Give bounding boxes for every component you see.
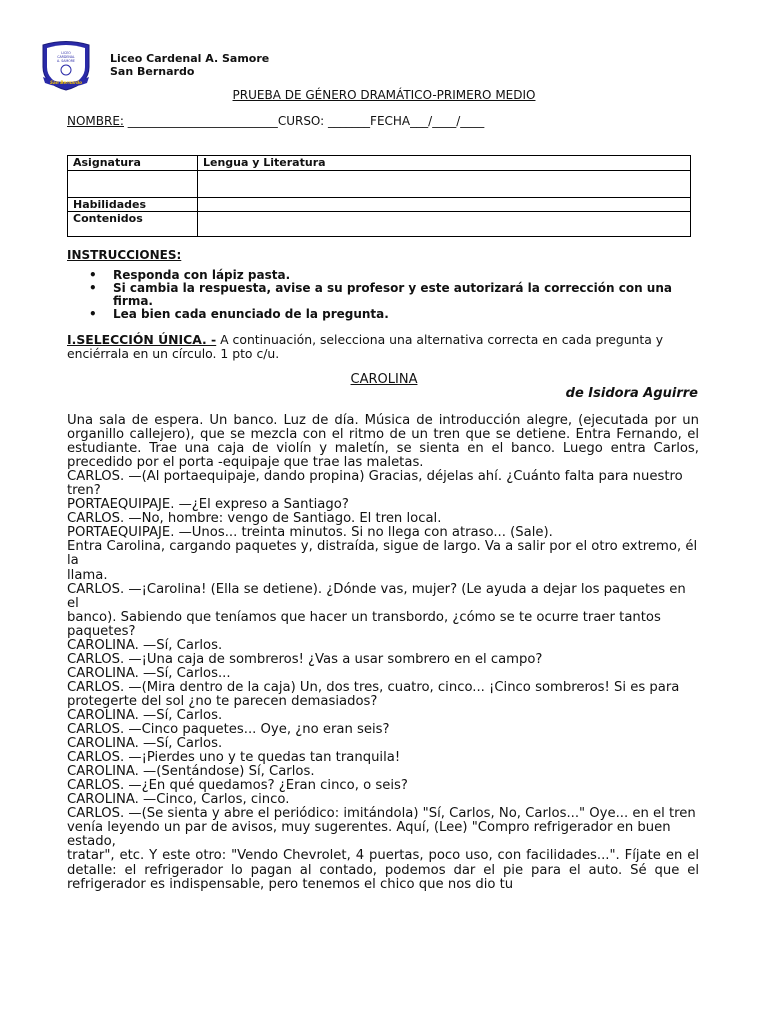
play-author: de Isidora Aguirre bbox=[565, 386, 698, 401]
logo-line-3: A. SAMORE bbox=[57, 59, 75, 63]
logo-banner-text: San Bernardo bbox=[49, 80, 83, 85]
dialogue-line: PORTAEQUIPAJE. —Unos... treinta minutos. Si no llega con atraso... (Sale). bbox=[67, 525, 553, 541]
dialogue-line: CARLOS. —No, hombre: vengo de Santiago. El tren local. bbox=[67, 511, 442, 527]
table-row bbox=[68, 171, 691, 198]
dialogue-line: CAROLINA. —(Sentándose) Sí, Carlos. bbox=[67, 764, 315, 780]
nombre-label: NOMBRE: bbox=[67, 114, 124, 128]
list-item: • Lea bien cada enunciado de la pregunta. bbox=[67, 308, 695, 321]
table-value bbox=[198, 212, 691, 237]
school-name: Liceo Cardenal A. Samore bbox=[110, 52, 270, 65]
logo-line-2: CARDENAL bbox=[57, 55, 75, 59]
stage-direction-intro: Una sala de espera. Un banco. Luz de día. Música de introducción alegre, (ejecutada por un organillo callejero), que se mezcla con el ritmo de un tren que se detiene. Entra Fernando, el estudiante. Trae una caja de violín y maletín, se sienta en el banco. Luego entra Carlos, precedido por el porta -equipaje que trae las maletas. bbox=[67, 413, 699, 471]
dialogue-line: CAROLINA. —Sí, Carlos. bbox=[67, 637, 223, 653]
dialogue-line: CARLOS. —¡Pierdes uno y te quedas tan tranquila! bbox=[67, 750, 401, 766]
instructions-heading: INSTRUCCIONES: bbox=[67, 248, 182, 262]
dialogue-line: CAROLINA. —Sí, Carlos... bbox=[67, 665, 231, 681]
table-value: Lengua y Literatura bbox=[198, 156, 691, 171]
list-item: • Si cambia la respuesta, avise a su profesor y este autorizará la corrección con una firma. bbox=[67, 282, 695, 308]
dialogue-line: protegerte del sol ¿no te parecen demasiados? bbox=[67, 693, 378, 709]
dialogue-line: venía leyendo un par de avisos, muy sugerentes. Aquí, (Lee) "Compro refrigerador en buen estado, bbox=[67, 820, 671, 850]
section-text: A continuación, selecciona una alternativa correcta en cada pregunta y enciérrala en un círculo. 1 pto c/u. bbox=[67, 332, 664, 361]
dialogue-line: llama. bbox=[67, 567, 108, 583]
dialogue-line: PORTAEQUIPAJE. —¿El expreso a Santiago? bbox=[67, 497, 349, 513]
logo-line-1: LICEO bbox=[61, 51, 71, 55]
dialogue-line: banco). Sabiendo que teníamos que hacer un transbordo, ¿cómo se te ocurre traer tantos paquetes? bbox=[67, 609, 661, 639]
school-header bbox=[110, 52, 269, 78]
fecha-label: FECHA bbox=[370, 114, 411, 128]
table-key: Contenidos bbox=[68, 212, 198, 237]
table-key: Asignatura bbox=[68, 156, 198, 171]
test-title: PRUEBA DE GÉNERO DRAMÁTICO-PRIMERO MEDIO bbox=[232, 88, 536, 102]
dialogue-line: CAROLINA. —Sí, Carlos. bbox=[67, 736, 223, 752]
dialogue-line: CARLOS. —¡Carolina! (Ella se detiene). ¿Dónde vas, mujer? (Le ayuda a dejar los paquetes en el bbox=[67, 581, 686, 611]
play-text bbox=[67, 414, 699, 892]
dialogue-line: CAROLINA. —Cinco, Carlos, cinco. bbox=[67, 792, 290, 808]
dialogue-line: CARLOS. —(Al portaequipaje, dando propina) Gracias, déjelas ahí. ¿Cuánto falta para nuestro tren? bbox=[67, 469, 683, 499]
instructions-list bbox=[67, 269, 695, 321]
table-key: Habilidades bbox=[68, 198, 198, 212]
dialogue-line: Entra Carolina, cargando paquetes y, distraída, sigue de largo. Va a salir por el otro extremo, él la bbox=[67, 539, 698, 569]
dialogue-line: CARLOS. —¿En qué quedamos? ¿Eran cinco, o seis? bbox=[67, 778, 408, 794]
dialogue-line: CARLOS. —(Mira dentro de la caja) Un, dos tres, cuatro, cinco... ¡Cinco sombreros! Si es para bbox=[67, 679, 680, 695]
dialogue-line: CARLOS. —Cinco paquetes... Oye, ¿no eran seis? bbox=[67, 722, 390, 738]
dialogue-line: CARLOS. —(Se sienta y abre el periódico: imitándola) "Sí, Carlos, No, Carlos..." Oye... en el tren bbox=[67, 806, 696, 822]
table-value bbox=[198, 198, 691, 212]
table-row bbox=[68, 212, 691, 237]
student-info-line bbox=[67, 114, 484, 128]
school-logo bbox=[37, 39, 95, 91]
dialogue-line: CARLOS. —¡Una caja de sombreros! ¿Vas a usar sombrero en el campo? bbox=[67, 651, 543, 667]
curso-blank[interactable]: _______ bbox=[324, 114, 371, 128]
play-title: CAROLINA bbox=[350, 372, 418, 387]
school-city: San Bernardo bbox=[110, 65, 195, 78]
list-item: • Responda con lápiz pasta. bbox=[67, 269, 695, 282]
table-key bbox=[68, 171, 198, 198]
dialogue-line: CAROLINA. —Sí, Carlos. bbox=[67, 707, 223, 723]
subject-info-table bbox=[67, 155, 691, 237]
fecha-blank[interactable]: ___/____/____ bbox=[410, 114, 485, 128]
curso-label: CURSO: bbox=[277, 114, 325, 128]
table-row bbox=[68, 156, 691, 171]
table-value bbox=[198, 171, 691, 198]
dialogue-line: tratar", etc. Y este otro: "Vendo Chevrolet, 4 puertas, poco uso, con facilidades...". Fíjate en el detalle: el refrigerador lo pagan al contado, podemos dar el pie para el auto. Sé que el refrigerador es indispensable, pero tenemos el chico que nos dio tu bbox=[67, 848, 699, 892]
section-intro bbox=[67, 333, 697, 361]
section-lead: I.SELECCIÓN ÚNICA. - bbox=[67, 332, 217, 347]
table-row bbox=[68, 198, 691, 212]
nombre-blank[interactable]: _________________________ bbox=[123, 114, 278, 128]
